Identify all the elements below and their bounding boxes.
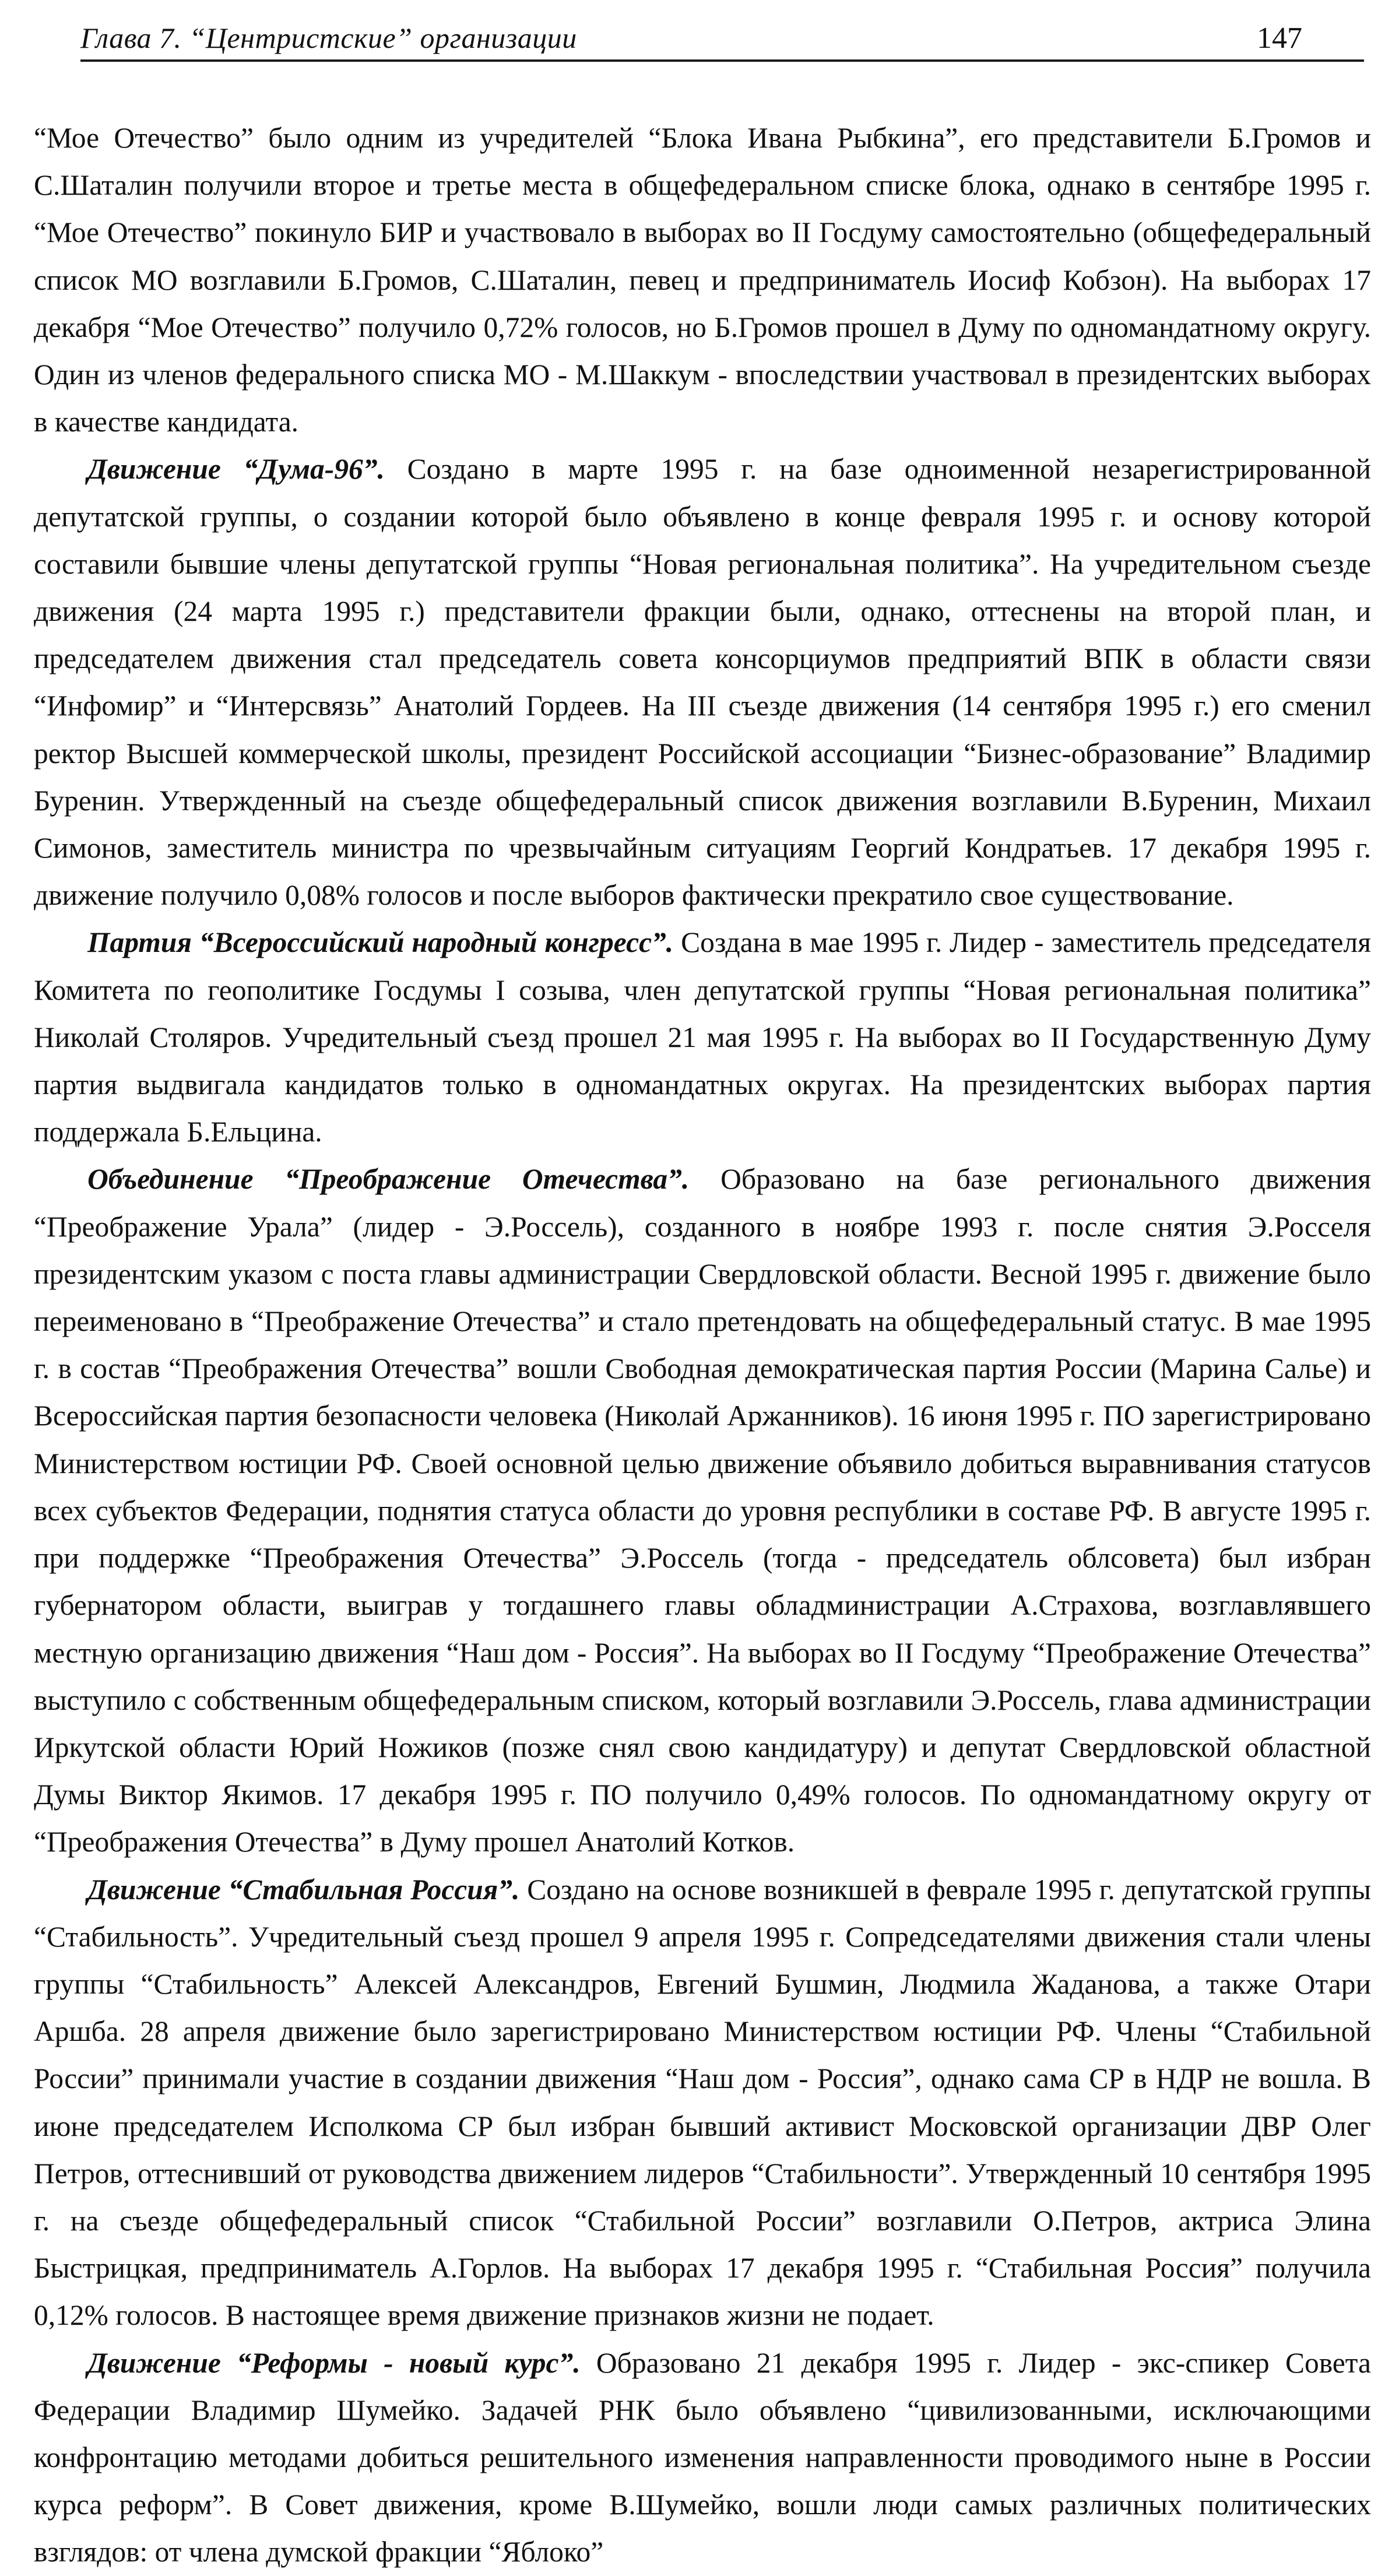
entry-heading: Партия “Всероссийский народный конгресс”. <box>87 926 674 959</box>
entry-text: Образовано 21 декабря 1995 г. Лидер - экс-спикер Совета Федерации Владимир Шумейко. Задачей РНК было объявлено “цивилизованными, исключающими конфронтацию методами добиться решительного изменения направленности проводимого ныне в России курса реформ”. В Совет движения, кроме В.Шумейко, вошли люди самых различных политических взглядов: от члена думской фракции “Яблоко” <box>34 2346 1371 2568</box>
paragraph-text: “Мое Отечество” было одним из учредителей “Блока Ивана Рыбкина”, его представители Б.Громов и С.Шаталин получили второе и третье места в общефедеральном списке блока, однако в сентябре 1995 г. “Мое Отечество” покинуло БИР и участвовало в выборах во II Госдуму самостоятельно (общефедеральный список МО возглавили Б.Громов, С.Шаталин, певец и предприниматель Иосиф Кобзон). На выборах 17 декабря “Мое Отечество” получило 0,72% голосов, но Б.Громов прошел в Думу по одномандатному округу. Один из членов федерального списка МО - М.Шаккум - впоследствии участвовал в президентских выборах в качестве кандидата. <box>34 122 1371 438</box>
entry-duma-96 <box>34 445 1371 919</box>
entry-text: Создано на основе возникшей в феврале 1995 г. депутатской группы “Стабильность”. Учредительный съезд прошел 9 апреля 1995 г. Сопредседателями движения стали члены группы “Стабильность” Алексей Александров, Евгений Бушмин, Людмила Жаданова, а также Отари Аршба. 28 апреля движение было зарегистрировано Министерством юстиции РФ. Члены “Стабильной России” принимали участие в создании движения “Наш дом - Россия”, однако сама СР в НДР не вошла. В июне председателем Исполкома СР был избран бывший активист Московской организации ДВР Олег Петров, оттеснивший от руководства движением лидеров “Стабильности”. Утвержденный 10 сентября 1995 г. на съезде общефедеральный список “Стабильной России” возглавили О.Петров, актриса Элина Быстрицкая, предприниматель А.Горлов. На выборах 17 декабря 1995 г. “Стабильная Россия” получила 0,12% голосов. В настоящее время движение признаков жизни не подает. <box>34 1873 1372 2332</box>
running-header <box>80 16 1399 63</box>
entry-text: Образовано на базе регионального движения “Преображение Урала” (лидер - Э.Россель), созданного в ноябре 1993 г. после снятия Э.Росселя президентским указом с поста главы администрации Свердловской области. Весной 1995 г. движение было переименовано в “Преображение Отечества” и стало претендовать на общефедеральный статус. В мае 1995 г. в состав “Преображения Отечества” вошли Свободная демократическая партия России (Марина Салье) и Всероссийская партия безопасности человека (Николай Аржанников). 16 июня 1995 г. ПО зарегистрировано Министерством юстиции РФ. Своей основной целью движение объявило добиться выравнивания статусов всех субъектов Федерации, поднятия статуса области до уровня республики в составе РФ. В августе 1995 г. при поддержке “Преображения Отечества” Э.Россель (тогда - председатель облсовета) был избран губернатором области, выиграв у тогдашнего главы обладминистрации А.Страхова, возглавлявшего местную организацию движения “Наш дом - Россия”. На выборах во II Госдуму “Преображение Отечества” выступило с собственным общефедеральным списком, который возглавили Э.Россель, глава администрации Иркутской области Юрий Ножиков (позже снял свою кандидатуру) и депутат Свердловской областной Думы Виктор Якимов. 17 декабря 1995 г. ПО получило 0,49% голосов. По одномандатному округу от “Преображения Отечества” в Думу прошел Анатолий Котков. <box>34 1163 1371 1858</box>
entry-preobrazhenie-otechestva <box>34 1155 1371 1865</box>
entry-heading: Движение “Реформы - новый курс”. <box>87 2346 581 2379</box>
entry-text: Создана в мае 1995 г. Лидер - заместитель председателя Комитета по геополитике Госдумы I созыва, член депутатской группы “Новая региональная политика” Николай Столяров. Учредительный съезд прошел 21 мая 1995 г. На выборах во II Государственную Думу партия выдвигала кандидатов только в одномандатных округах. На президентских выборах партия поддержала Б.Ельцина. <box>34 926 1371 1148</box>
entry-stabilnaya-rossiya <box>34 1866 1371 2339</box>
entry-heading: Движение “Стабильная Россия”. <box>87 1873 520 1906</box>
paragraph-moe-otechestvo <box>34 114 1371 445</box>
entry-heading: Объединение “Преображение Отечества”. <box>87 1163 690 1196</box>
entry-vserossiyskiy-narodny-kongress <box>34 919 1371 1155</box>
header-rule <box>80 59 1364 62</box>
page-number: 147 <box>1257 22 1302 55</box>
entry-heading: Движение “Дума-96”. <box>87 453 385 486</box>
entry-reformy-novy-kurs <box>34 2339 1371 2576</box>
chapter-title: Глава 7. “Центристские” организации <box>80 22 577 54</box>
body-text <box>34 114 1372 2568</box>
entry-text: Создано в марте 1995 г. на базе одноименной незарегистрированной депутатской группы, о создании которой было объявлено в конце февраля 1995 г. и основу которой составили бывшие члены депутатской группы “Новая региональная политика”. На учредительном съезде движения (24 марта 1995 г.) представители фракции были, однако, оттеснены на второй план, и председателем движения стал председатель совета консорциумов предприятий ВПК в области связи “Инфомир” и “Интерсвязь” Анатолий Гордеев. На III съезде движения (14 сентября 1995 г.) его сменил ректор Высшей коммерческой школы, президент Российской ассоциации “Бизнес-образование” Владимир Буренин. Утвержденный на съезде общефедеральный список движения возглавили В.Буренин, Михаил Симонов, заместитель министра по чрезвычайным ситуациям Георгий Кондратьев. 17 декабря 1995 г. движение получило 0,08% голосов и после выборов фактически прекратило свое существование. <box>34 453 1371 912</box>
